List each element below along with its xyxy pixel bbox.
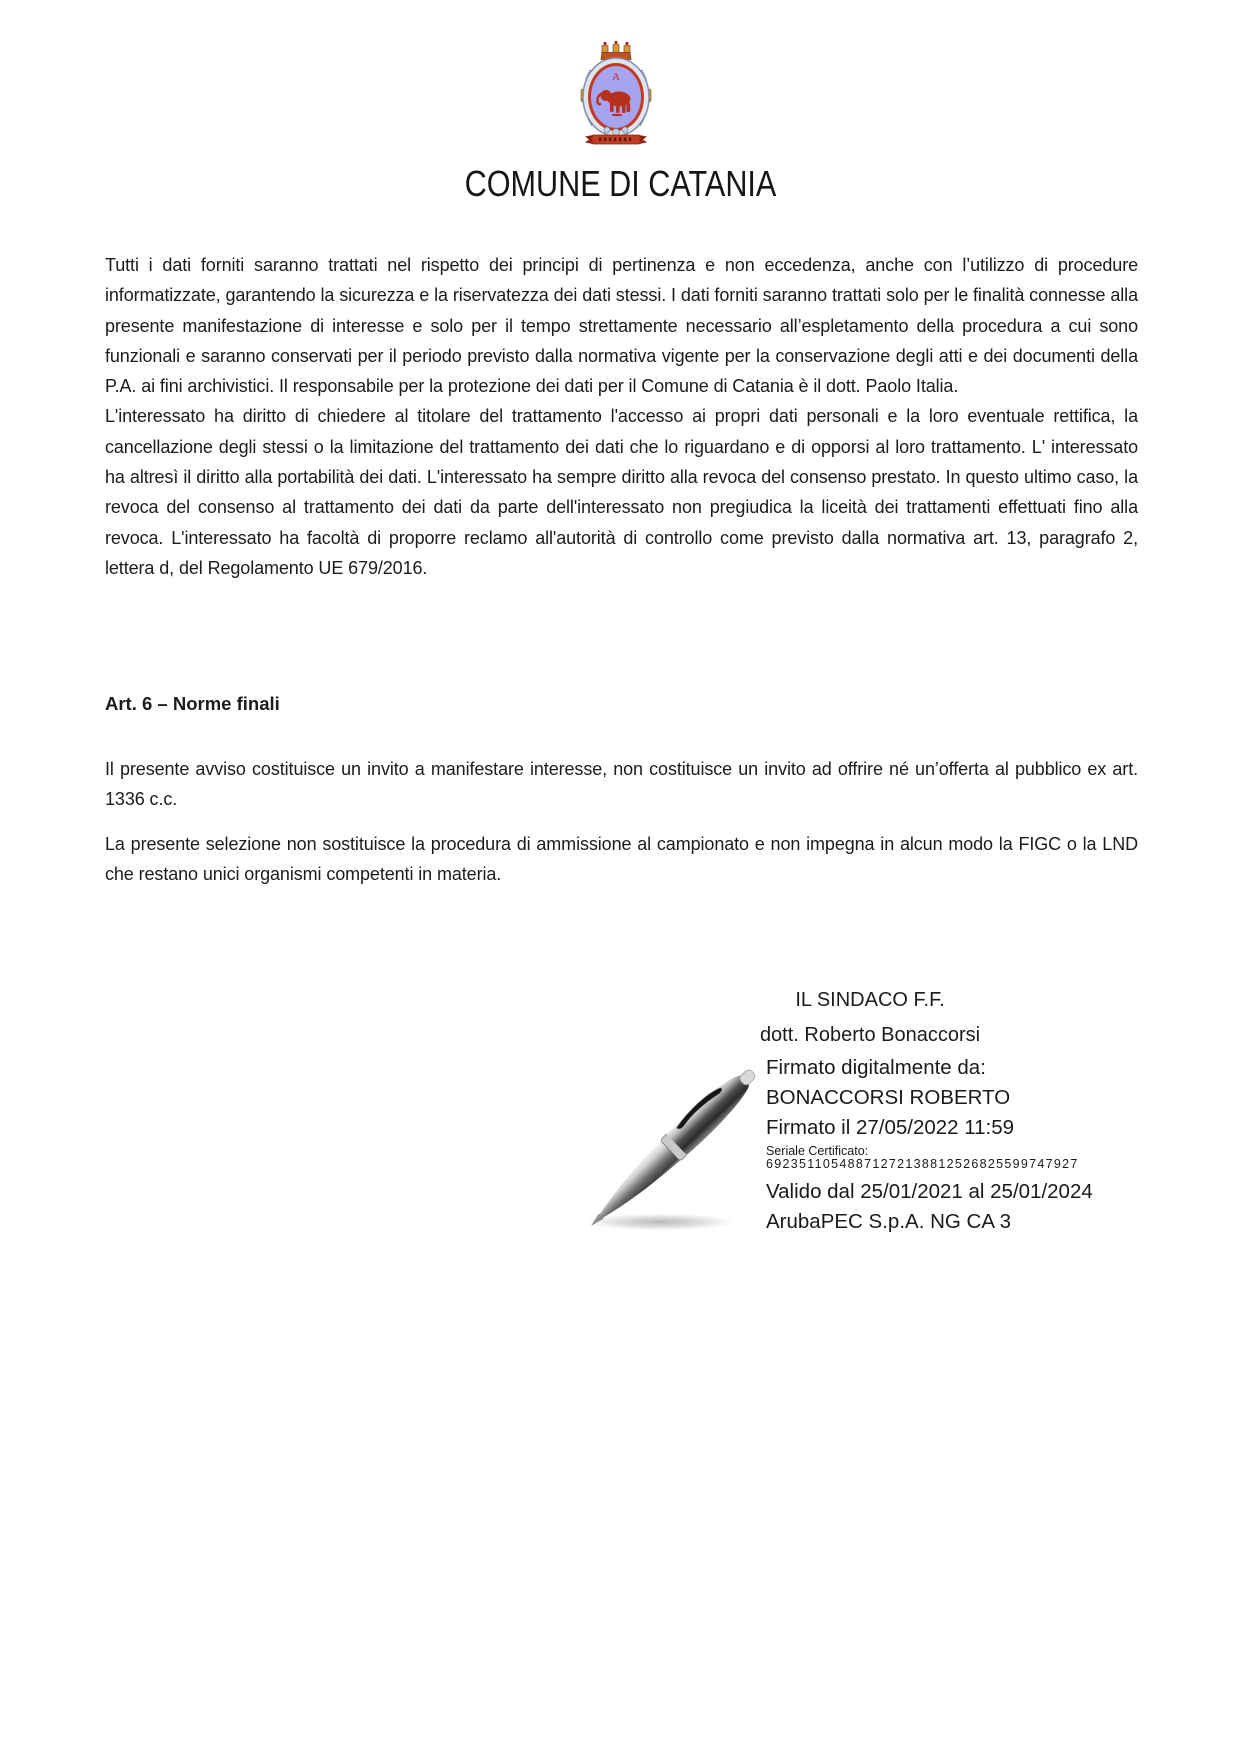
stamp-signed-by-label: Firmato digitalmente da:	[766, 1056, 986, 1079]
paragraph-selezione: La presente selezione non sostituisce la procedura di ammissione al campionato e non impegna in alcun modo la FIGC o la LND che restano unici organismi competenti in materia.	[105, 834, 1138, 885]
signature-name: dott. Roberto Bonaccorsi	[759, 1024, 981, 1046]
page-title: COMUNE DI CATANIA	[464, 163, 777, 204]
signature-pen-icon	[520, 1040, 780, 1240]
stamp-validity: Valido dal 25/01/2021 al 25/01/2024	[766, 1180, 1093, 1203]
signature-role: IL SINDACO F.F.	[795, 989, 945, 1011]
digital-signature-stamp	[766, 1053, 1186, 1237]
stamp-serial	[766, 1145, 1186, 1171]
paragraph-avviso: Il presente avviso costituisce un invito a manifestare interesse, non costituisce un invito ad offrire né un’offerta al pubblico ex art. 1336 c.c.	[105, 759, 1138, 810]
section-heading-art6: Art. 6 – Norme finali	[105, 693, 280, 714]
stamp-serial-number: 69235110548871272138812526825599747927	[766, 1157, 1079, 1171]
privacy-paragraph-2: L'interessato ha diritto di chiedere al titolare del trattamento l'accesso ai propri dati personali e la loro eventuale rettifica, la cancellazione degli stessi o la limitazione del trattamento dei dati che lo riguardano e di opporsi al loro trattamento. L' interessato ha altresì il diritto alla portabilità dei dati. L'interessato ha sempre diritto alla revoca del consenso prestato. In questo ultimo caso, la revoca del consenso al trattamento dei dati da parte dell'interessato non pregiudica la liceità dei trattamenti effettuati fino alla revoca. L'interessato ha facoltà di proporre reclamo all'autorità di controllo come previsto dalla normativa art. 13, paragrafo 2, lettera d, del Regolamento UE 679/2016.	[105, 406, 1138, 578]
catania-coat-of-arms-icon	[577, 40, 655, 146]
privacy-section	[105, 250, 1138, 583]
stamp-serial-label: Seriale Certificato:	[766, 1144, 869, 1158]
privacy-paragraph-1: Tutti i dati forniti saranno trattati nel rispetto dei principi di pertinenza e non eccedenza, anche con l’utilizzo di procedure informatizzate, garantendo la sicurezza e la riservatezza dei dati stessi. I dati forniti saranno trattati solo per le finalità connesse alla presente manifestazione di interesse e solo per il tempo strettamente necessario all’espletamento della procedura a cui sono funzionali e saranno conservati per il periodo previsto dalla normativa vigente per la conservazione degli atti e dei documenti della P.A. ai fini archivistici. Il responsabile per la protezione dei dati per il Comune di Catania è il dott. Paolo Italia.	[105, 255, 1138, 397]
stamp-certificate-authority: ArubaPEC S.p.A. NG CA 3	[766, 1210, 1011, 1233]
stamp-signed-date: Firmato il 27/05/2022 11:59	[766, 1116, 1015, 1139]
stamp-signer-name: BONACCORSI ROBERTO	[766, 1086, 1011, 1109]
crest-letter: A	[612, 71, 620, 83]
